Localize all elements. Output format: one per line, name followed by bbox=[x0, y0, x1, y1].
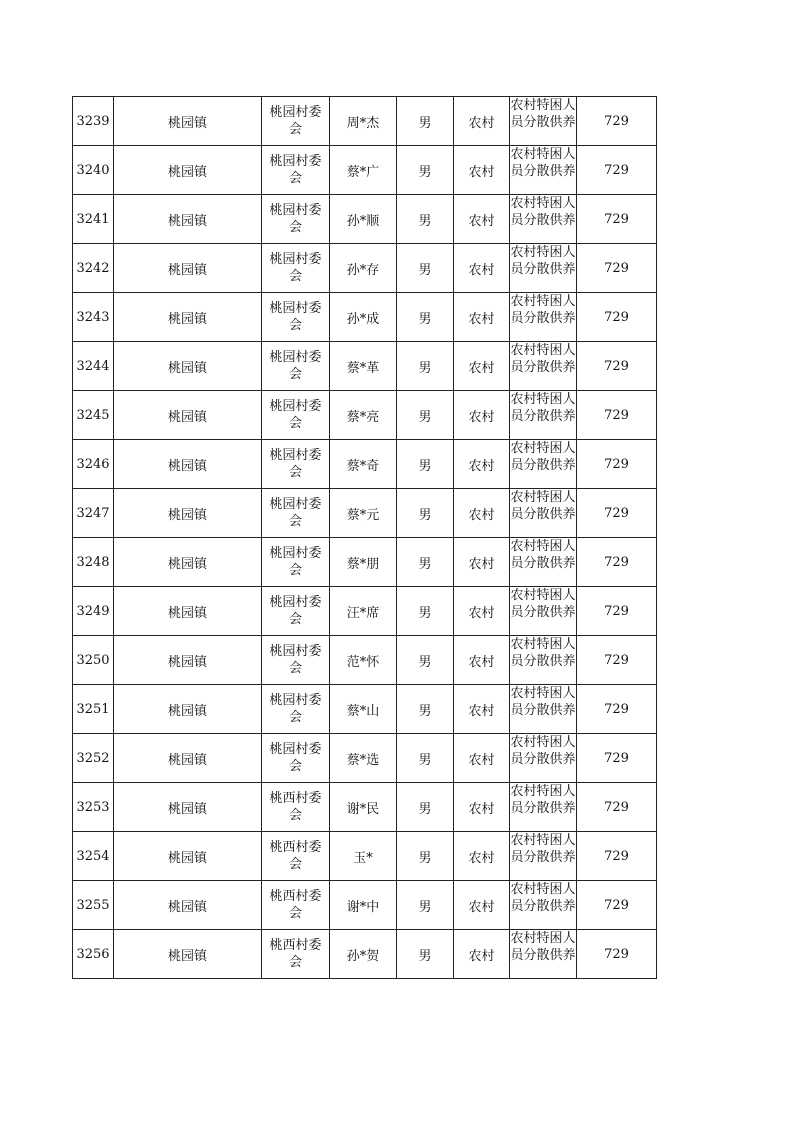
cell-assistance-type-text: 农村特困人员分散供养 bbox=[510, 735, 576, 767]
cell-gender: 男 bbox=[397, 685, 454, 734]
cell-assistance-type bbox=[510, 832, 577, 881]
table-row bbox=[73, 685, 657, 734]
cell-village-committee bbox=[262, 489, 330, 538]
cell-amount: 729 bbox=[577, 832, 657, 881]
cell-village-committee-text: 桃园村委会 bbox=[269, 448, 322, 480]
cell-assistance-type bbox=[510, 538, 577, 587]
cell-area-type: 农村 bbox=[454, 195, 510, 244]
cell-village-committee-text: 桃园村委会 bbox=[269, 546, 322, 578]
cell-area-type: 农村 bbox=[454, 587, 510, 636]
cell-amount: 729 bbox=[577, 342, 657, 391]
table-row bbox=[73, 538, 657, 587]
cell-gender: 男 bbox=[397, 97, 454, 146]
cell-gender: 男 bbox=[397, 489, 454, 538]
cell-gender: 男 bbox=[397, 587, 454, 636]
cell-gender: 男 bbox=[397, 391, 454, 440]
cell-assistance-type bbox=[510, 783, 577, 832]
cell-serial-number: 3241 bbox=[73, 195, 114, 244]
cell-town: 桃园镇 bbox=[114, 636, 262, 685]
table-row bbox=[73, 587, 657, 636]
cell-person-name: 蔡*奇 bbox=[330, 440, 397, 489]
cell-village-committee-text: 桃园村委会 bbox=[269, 399, 322, 431]
cell-serial-number: 3243 bbox=[73, 293, 114, 342]
cell-area-type: 农村 bbox=[454, 489, 510, 538]
cell-village-committee bbox=[262, 832, 330, 881]
cell-assistance-type-text: 农村特困人员分散供养 bbox=[510, 392, 576, 424]
cell-assistance-type bbox=[510, 734, 577, 783]
cell-gender: 男 bbox=[397, 538, 454, 587]
cell-village-committee bbox=[262, 342, 330, 391]
cell-assistance-type-text: 农村特困人员分散供养 bbox=[510, 588, 576, 620]
cell-serial-number: 3252 bbox=[73, 734, 114, 783]
cell-gender: 男 bbox=[397, 244, 454, 293]
cell-town: 桃园镇 bbox=[114, 685, 262, 734]
records-table bbox=[72, 96, 657, 979]
cell-amount: 729 bbox=[577, 391, 657, 440]
table-row bbox=[73, 783, 657, 832]
cell-village-committee-text: 桃西村委会 bbox=[269, 889, 322, 921]
cell-person-name: 蔡*选 bbox=[330, 734, 397, 783]
cell-town: 桃园镇 bbox=[114, 97, 262, 146]
cell-area-type: 农村 bbox=[454, 342, 510, 391]
cell-village-committee bbox=[262, 587, 330, 636]
cell-area-type: 农村 bbox=[454, 636, 510, 685]
cell-gender: 男 bbox=[397, 636, 454, 685]
cell-assistance-type bbox=[510, 391, 577, 440]
cell-person-name: 孙*存 bbox=[330, 244, 397, 293]
cell-assistance-type bbox=[510, 440, 577, 489]
cell-village-committee bbox=[262, 538, 330, 587]
table-row bbox=[73, 391, 657, 440]
table-row bbox=[73, 342, 657, 391]
cell-serial-number: 3242 bbox=[73, 244, 114, 293]
cell-amount: 729 bbox=[577, 587, 657, 636]
cell-person-name: 玉* bbox=[330, 832, 397, 881]
cell-amount: 729 bbox=[577, 146, 657, 195]
cell-assistance-type bbox=[510, 489, 577, 538]
cell-area-type: 农村 bbox=[454, 930, 510, 979]
cell-town: 桃园镇 bbox=[114, 146, 262, 195]
cell-assistance-type-text: 农村特困人员分散供养 bbox=[510, 833, 576, 865]
cell-village-committee bbox=[262, 391, 330, 440]
cell-amount: 729 bbox=[577, 538, 657, 587]
cell-amount: 729 bbox=[577, 293, 657, 342]
cell-serial-number: 3247 bbox=[73, 489, 114, 538]
cell-assistance-type-text: 农村特困人员分散供养 bbox=[510, 539, 576, 571]
cell-village-committee bbox=[262, 881, 330, 930]
cell-town: 桃园镇 bbox=[114, 832, 262, 881]
cell-village-committee bbox=[262, 440, 330, 489]
cell-town: 桃园镇 bbox=[114, 244, 262, 293]
cell-amount: 729 bbox=[577, 636, 657, 685]
cell-village-committee-text: 桃园村委会 bbox=[269, 350, 322, 382]
cell-amount: 729 bbox=[577, 440, 657, 489]
cell-assistance-type bbox=[510, 930, 577, 979]
cell-assistance-type bbox=[510, 244, 577, 293]
cell-serial-number: 3254 bbox=[73, 832, 114, 881]
cell-assistance-type bbox=[510, 97, 577, 146]
cell-gender: 男 bbox=[397, 783, 454, 832]
table-row bbox=[73, 97, 657, 146]
cell-person-name: 周*杰 bbox=[330, 97, 397, 146]
cell-person-name: 蔡*元 bbox=[330, 489, 397, 538]
cell-gender: 男 bbox=[397, 293, 454, 342]
cell-gender: 男 bbox=[397, 146, 454, 195]
cell-town: 桃园镇 bbox=[114, 930, 262, 979]
cell-area-type: 农村 bbox=[454, 97, 510, 146]
table-row bbox=[73, 146, 657, 195]
cell-serial-number: 3249 bbox=[73, 587, 114, 636]
cell-assistance-type-text: 农村特困人员分散供养 bbox=[510, 441, 576, 473]
cell-area-type: 农村 bbox=[454, 832, 510, 881]
cell-serial-number: 3251 bbox=[73, 685, 114, 734]
cell-village-committee-text: 桃园村委会 bbox=[269, 595, 322, 627]
cell-serial-number: 3246 bbox=[73, 440, 114, 489]
cell-person-name: 蔡*广 bbox=[330, 146, 397, 195]
table-row bbox=[73, 930, 657, 979]
cell-serial-number: 3244 bbox=[73, 342, 114, 391]
cell-town: 桃园镇 bbox=[114, 195, 262, 244]
cell-serial-number: 3250 bbox=[73, 636, 114, 685]
cell-area-type: 农村 bbox=[454, 440, 510, 489]
cell-gender: 男 bbox=[397, 930, 454, 979]
cell-amount: 729 bbox=[577, 489, 657, 538]
cell-town: 桃园镇 bbox=[114, 734, 262, 783]
records-table-body bbox=[73, 97, 657, 979]
cell-town: 桃园镇 bbox=[114, 538, 262, 587]
cell-town: 桃园镇 bbox=[114, 587, 262, 636]
table-row bbox=[73, 734, 657, 783]
cell-village-committee bbox=[262, 97, 330, 146]
cell-assistance-type-text: 农村特困人员分散供养 bbox=[510, 784, 576, 816]
table-row bbox=[73, 293, 657, 342]
cell-village-committee-text: 桃园村委会 bbox=[269, 301, 322, 333]
cell-village-committee bbox=[262, 930, 330, 979]
cell-assistance-type bbox=[510, 293, 577, 342]
cell-area-type: 农村 bbox=[454, 391, 510, 440]
cell-village-committee bbox=[262, 636, 330, 685]
cell-town: 桃园镇 bbox=[114, 489, 262, 538]
cell-gender: 男 bbox=[397, 881, 454, 930]
cell-person-name: 汪*席 bbox=[330, 587, 397, 636]
cell-amount: 729 bbox=[577, 97, 657, 146]
cell-village-committee bbox=[262, 244, 330, 293]
cell-village-committee bbox=[262, 685, 330, 734]
cell-assistance-type bbox=[510, 146, 577, 195]
cell-person-name: 孙*顺 bbox=[330, 195, 397, 244]
table-row bbox=[73, 832, 657, 881]
cell-assistance-type bbox=[510, 636, 577, 685]
cell-village-committee-text: 桃园村委会 bbox=[269, 644, 322, 676]
cell-assistance-type bbox=[510, 342, 577, 391]
cell-person-name: 谢*中 bbox=[330, 881, 397, 930]
cell-area-type: 农村 bbox=[454, 146, 510, 195]
cell-area-type: 农村 bbox=[454, 734, 510, 783]
cell-gender: 男 bbox=[397, 832, 454, 881]
cell-area-type: 农村 bbox=[454, 881, 510, 930]
cell-village-committee bbox=[262, 195, 330, 244]
cell-assistance-type bbox=[510, 195, 577, 244]
cell-serial-number: 3240 bbox=[73, 146, 114, 195]
cell-village-committee-text: 桃西村委会 bbox=[269, 840, 322, 872]
cell-area-type: 农村 bbox=[454, 538, 510, 587]
cell-town: 桃园镇 bbox=[114, 440, 262, 489]
cell-gender: 男 bbox=[397, 195, 454, 244]
cell-person-name: 蔡*朋 bbox=[330, 538, 397, 587]
cell-village-committee-text: 桃园村委会 bbox=[269, 742, 322, 774]
cell-person-name: 孙*成 bbox=[330, 293, 397, 342]
cell-village-committee-text: 桃园村委会 bbox=[269, 497, 322, 529]
cell-village-committee-text: 桃园村委会 bbox=[269, 105, 322, 137]
cell-person-name: 孙*贺 bbox=[330, 930, 397, 979]
cell-amount: 729 bbox=[577, 685, 657, 734]
table-row bbox=[73, 440, 657, 489]
table-row bbox=[73, 636, 657, 685]
cell-village-committee-text: 桃园村委会 bbox=[269, 252, 322, 284]
cell-assistance-type-text: 农村特困人员分散供养 bbox=[510, 686, 576, 718]
table-row bbox=[73, 195, 657, 244]
cell-assistance-type bbox=[510, 587, 577, 636]
cell-village-committee-text: 桃西村委会 bbox=[269, 791, 322, 823]
cell-village-committee-text: 桃西村委会 bbox=[269, 938, 322, 970]
cell-assistance-type bbox=[510, 881, 577, 930]
cell-village-committee-text: 桃园村委会 bbox=[269, 693, 322, 725]
cell-serial-number: 3245 bbox=[73, 391, 114, 440]
cell-serial-number: 3239 bbox=[73, 97, 114, 146]
cell-assistance-type-text: 农村特困人员分散供养 bbox=[510, 98, 576, 130]
cell-assistance-type-text: 农村特困人员分散供养 bbox=[510, 294, 576, 326]
cell-amount: 729 bbox=[577, 195, 657, 244]
cell-assistance-type-text: 农村特困人员分散供养 bbox=[510, 245, 576, 277]
cell-village-committee bbox=[262, 146, 330, 195]
cell-town: 桃园镇 bbox=[114, 293, 262, 342]
cell-town: 桃园镇 bbox=[114, 783, 262, 832]
cell-assistance-type-text: 农村特困人员分散供养 bbox=[510, 147, 576, 179]
cell-gender: 男 bbox=[397, 342, 454, 391]
cell-person-name: 范*怀 bbox=[330, 636, 397, 685]
cell-person-name: 蔡*亮 bbox=[330, 391, 397, 440]
cell-assistance-type-text: 农村特困人员分散供养 bbox=[510, 343, 576, 375]
cell-village-committee bbox=[262, 293, 330, 342]
cell-amount: 729 bbox=[577, 734, 657, 783]
cell-amount: 729 bbox=[577, 881, 657, 930]
cell-village-committee bbox=[262, 734, 330, 783]
cell-assistance-type-text: 农村特困人员分散供养 bbox=[510, 931, 576, 963]
cell-gender: 男 bbox=[397, 734, 454, 783]
cell-area-type: 农村 bbox=[454, 293, 510, 342]
cell-town: 桃园镇 bbox=[114, 342, 262, 391]
cell-person-name: 蔡*山 bbox=[330, 685, 397, 734]
cell-assistance-type-text: 农村特困人员分散供养 bbox=[510, 637, 576, 669]
cell-area-type: 农村 bbox=[454, 244, 510, 293]
cell-assistance-type-text: 农村特困人员分散供养 bbox=[510, 196, 576, 228]
table-row bbox=[73, 244, 657, 293]
cell-serial-number: 3256 bbox=[73, 930, 114, 979]
cell-gender: 男 bbox=[397, 440, 454, 489]
cell-village-committee-text: 桃园村委会 bbox=[269, 154, 322, 186]
cell-person-name: 谢*民 bbox=[330, 783, 397, 832]
cell-town: 桃园镇 bbox=[114, 881, 262, 930]
cell-area-type: 农村 bbox=[454, 685, 510, 734]
cell-amount: 729 bbox=[577, 244, 657, 293]
cell-village-committee bbox=[262, 783, 330, 832]
cell-village-committee-text: 桃园村委会 bbox=[269, 203, 322, 235]
cell-amount: 729 bbox=[577, 930, 657, 979]
cell-serial-number: 3253 bbox=[73, 783, 114, 832]
cell-amount: 729 bbox=[577, 783, 657, 832]
cell-serial-number: 3248 bbox=[73, 538, 114, 587]
cell-area-type: 农村 bbox=[454, 783, 510, 832]
table-row bbox=[73, 881, 657, 930]
cell-person-name: 蔡*革 bbox=[330, 342, 397, 391]
cell-assistance-type-text: 农村特困人员分散供养 bbox=[510, 882, 576, 914]
cell-assistance-type-text: 农村特困人员分散供养 bbox=[510, 490, 576, 522]
cell-assistance-type bbox=[510, 685, 577, 734]
cell-town: 桃园镇 bbox=[114, 391, 262, 440]
cell-serial-number: 3255 bbox=[73, 881, 114, 930]
table-row bbox=[73, 489, 657, 538]
